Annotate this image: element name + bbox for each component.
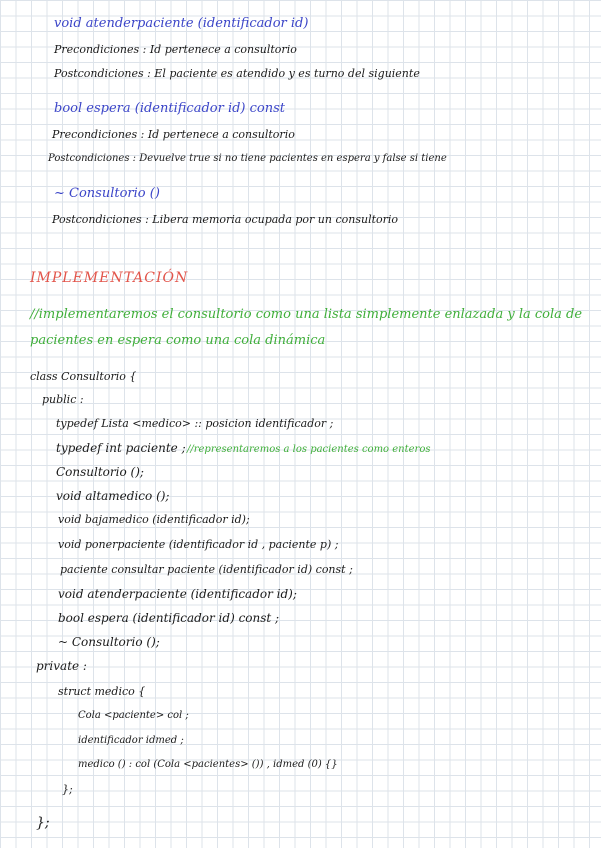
code-destructor: ~ Consultorio (); bbox=[58, 635, 160, 649]
code-class-declaration: class Consultorio { bbox=[30, 370, 137, 383]
code-struct-close: }; bbox=[62, 783, 73, 796]
code-private-label: private : bbox=[36, 659, 87, 673]
code-cola-field: Cola <paciente> col ; bbox=[78, 710, 189, 721]
spec-atender-preconditions: Precondiciones : Id pertenece a consultorio bbox=[54, 43, 297, 56]
spec-espera-preconditions: Precondiciones : Id pertenece a consultorio bbox=[52, 128, 295, 141]
spec-atender-signature: void atenderpaciente (identificador id) bbox=[54, 16, 309, 31]
code-idmed-field: identificador idmed ; bbox=[78, 735, 184, 746]
code-altamedico: void altamedico (); bbox=[56, 489, 170, 503]
code-struct-declaration: struct medico { bbox=[58, 685, 146, 698]
code-medico-constructor: medico () : col (Cola <pacientes> ()) , idmed (0) {} bbox=[78, 759, 338, 770]
spec-destructor-signature: ~ Consultorio () bbox=[54, 186, 160, 201]
code-espera: bool espera (identificador id) const ; bbox=[58, 611, 280, 625]
spec-espera-postconditions: Postcondiciones : Devuelve true si no tiene pacientes en espera y false si tiene bbox=[48, 153, 447, 164]
implementation-comment-line1: //implementaremos el consultorio como una lista simplemente enlazada y la cola de bbox=[30, 307, 583, 322]
spec-espera-signature: bool espera (identificador id) const bbox=[54, 101, 285, 116]
code-typedef-int-comment: //representaremos a los pacientes como enteros bbox=[187, 444, 431, 455]
spec-destructor-postconditions: Postcondiciones : Libera memoria ocupada por un consultorio bbox=[52, 213, 399, 226]
implementation-comment-line2: pacientes en espera como una cola dinámica bbox=[30, 333, 326, 348]
implementation-heading: IMPLEMENTACIÓN bbox=[30, 270, 189, 286]
code-constructor: Consultorio (); bbox=[56, 465, 144, 479]
code-ponerpaciente: void ponerpaciente (identificador id , paciente p) ; bbox=[58, 538, 339, 551]
code-public-label: public : bbox=[42, 393, 84, 406]
code-bajamedico: void bajamedico (identificador id); bbox=[58, 513, 250, 526]
code-typedef-posicion: typedef Lista <medico> :: posicion identificador ; bbox=[56, 417, 334, 430]
code-class-close: }; bbox=[36, 815, 50, 831]
code-consultarpaciente: paciente consultar paciente (identificador id) const ; bbox=[60, 563, 353, 576]
code-typedef-int: typedef int paciente ; bbox=[56, 441, 186, 455]
spec-atender-postconditions: Postcondiciones : El paciente es atendido y es turno del siguiente bbox=[54, 67, 420, 80]
code-atenderpaciente: void atenderpaciente (identificador id); bbox=[58, 587, 297, 601]
